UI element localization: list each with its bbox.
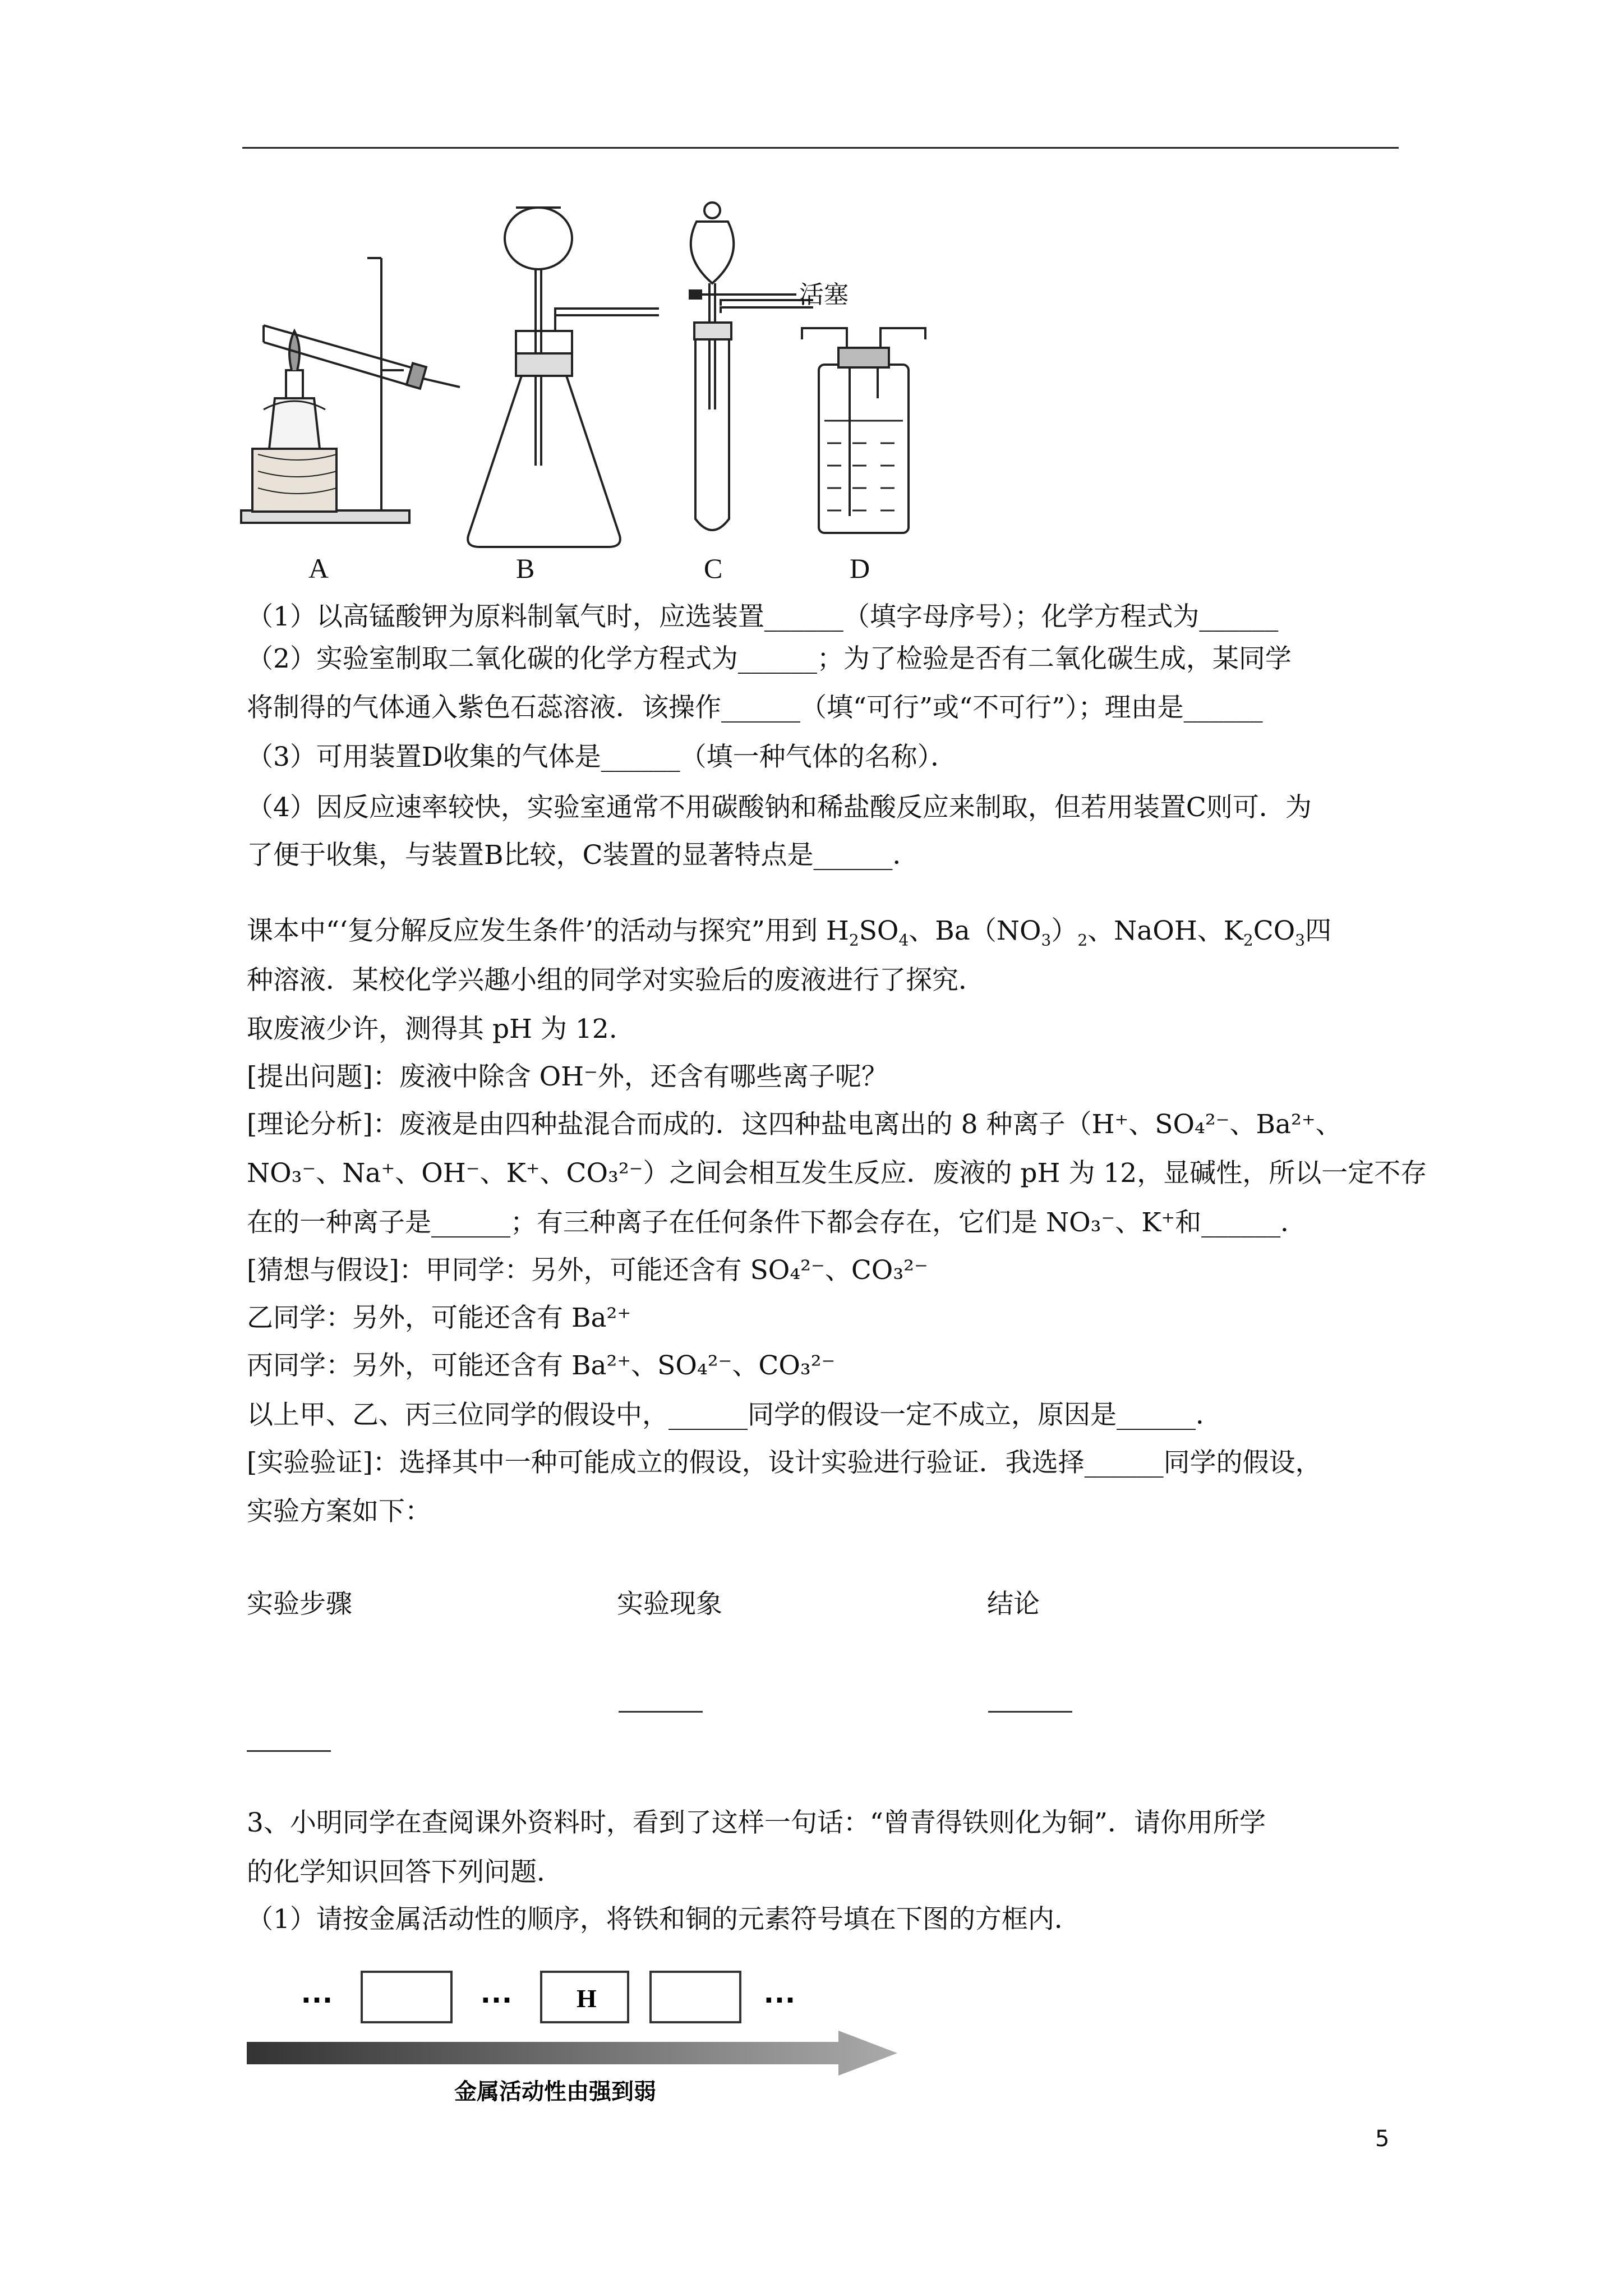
table-header-steps: 实验步骤: [247, 1589, 352, 1619]
q2-line11: 以上甲、乙、丙三位同学的假设中，______同学的假设一定不成立，原因是______．: [247, 1400, 1222, 1430]
q1-line1: （1）以高锰酸钾为原料制氧气时，应选装置______（填字母序号）；化学方程式为______: [247, 601, 1279, 632]
label-a: A: [308, 553, 329, 584]
table-blank-steps: [247, 1750, 331, 1752]
activity-series-figure: [247, 1952, 1009, 2109]
q1-line6: 了便于收集，与装置B比较，C装置的显著特点是______．: [247, 840, 919, 871]
apparatus-d: [802, 328, 925, 533]
table-header-conclusion: 结论: [987, 1589, 1040, 1619]
label-b: B: [516, 553, 535, 584]
q2-line3: 取废液少许，测得其 pH 为 12.: [247, 1014, 617, 1045]
q2-line8: [猜想与假设]：甲同学：另外，可能还含有 SO₄²⁻、CO₃²⁻: [247, 1255, 928, 1286]
table-header-phenomenon: 实验现象: [617, 1589, 722, 1619]
header-rule: [242, 147, 1399, 149]
dots-left: …: [300, 1972, 334, 2010]
table-blank-phenomenon: [619, 1711, 703, 1713]
activity-arrow: [247, 2031, 897, 2076]
page-number: 5: [1375, 2126, 1390, 2152]
q2-line7: 在的一种离子是______；有三种离子在任何条件下都会存在，它们是 NO₃⁻、K⁺和______．: [247, 1207, 1307, 1238]
apparatus-c: [690, 203, 813, 530]
dots-middle: …: [479, 1972, 513, 2010]
q2-line10: 丙同学：另外，可能还含有 Ba²⁺、SO₄²⁻、CO₃²⁻: [247, 1350, 836, 1381]
q1-line5: （4）因反应速率较快，实验室通常不用碳酸钠和稀盐酸反应来制取，但若用装置C则可．为: [247, 792, 1312, 823]
h-label: H: [577, 1984, 597, 2013]
table-blank-conclusion: [988, 1711, 1072, 1713]
q2-line9: 乙同学：另外，可能还含有 Ba²⁺: [247, 1303, 631, 1333]
q1-line2: （2）实验室制取二氧化碳的化学方程式为______；为了检验是否有二氧化碳生成，某同学: [247, 643, 1292, 674]
q2-line12: [实验验证]：选择其中一种可能成立的假设，设计实验进行验证．我选择______同学的假设，: [247, 1447, 1322, 1478]
apparatus-a: [241, 258, 460, 523]
apparatus-figure: [224, 185, 998, 595]
arrow-label: 金属活动性由强到弱: [454, 2078, 656, 2105]
q2-line1: 课本中“‘复分解反应发生条件’的活动与探究”用到 $H_2SO_4$、$Ba(NO_3)_2$、NaOH、$K_2CO_3$四: [247, 915, 1332, 950]
q3-line1: 3、小明同学在查阅课外资料时，看到了这样一句话：“曾青得铁则化为铜”．请你用所学: [247, 1807, 1266, 1838]
q1-line3: 将制得的气体通入紫色石蕊溶液．该操作______（填“可行”或“不可行”）；理由是______: [247, 692, 1263, 723]
q2-line4: [提出问题]：废液中除含 OH⁻外，还含有哪些离子呢？: [247, 1061, 888, 1092]
dots-right: …: [763, 1972, 796, 2010]
q1-line4: （3）可用装置D收集的气体是______（填一种气体的名称）．: [247, 742, 957, 772]
q2-line5: [理论分析]：废液是由四种盐混合而成的．这四种盐电离出的 8 种离子（H⁺、SO₄²⁻、Ba²⁺、: [247, 1109, 1342, 1140]
stopcock-label: 活塞: [799, 281, 849, 309]
label-c: C: [704, 553, 723, 584]
answer-box-1: [362, 1972, 451, 2022]
q2-line13: 实验方案如下：: [247, 1496, 431, 1527]
q3-line3: （1）请按金属活动性的顺序，将铁和铜的元素符号填在下图的方框内．: [247, 1904, 1081, 1935]
label-d: D: [850, 553, 870, 584]
q2-line2: 种溶液．某校化学兴趣小组的同学对实验后的废液进行了探究．: [247, 965, 985, 996]
q3-line2: 的化学知识回答下列问题．: [247, 1857, 563, 1888]
answer-box-2: [651, 1972, 740, 2022]
apparatus-b: [468, 208, 659, 547]
q2-line6: NO₃⁻、Na⁺、OH⁻、K⁺、CO₃²⁻）之间会相互发生反应．废液的 pH 为 12，显碱性，所以一定不存: [247, 1158, 1427, 1189]
